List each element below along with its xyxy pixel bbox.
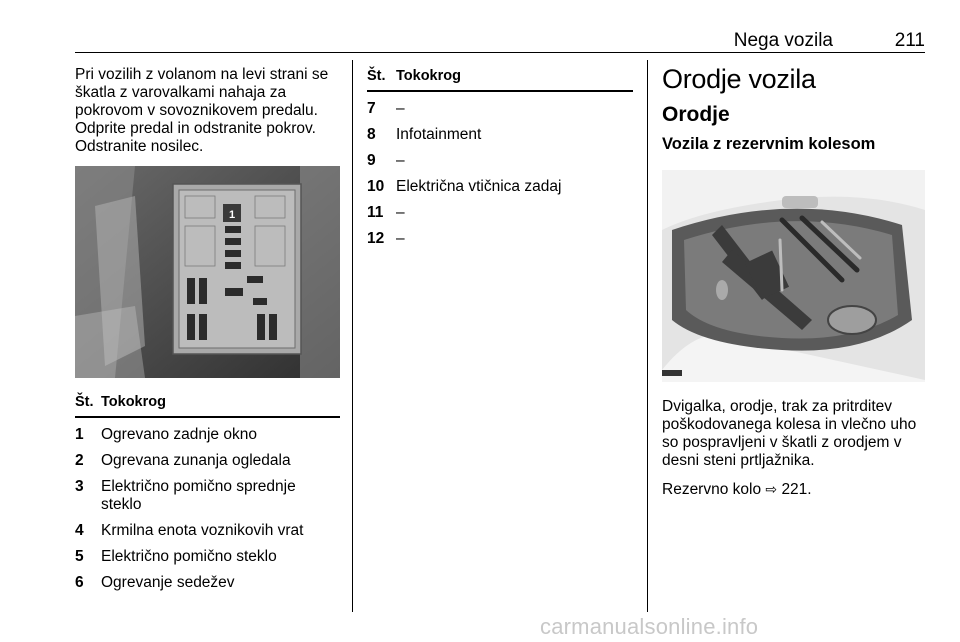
- table-row: [367, 118, 633, 144]
- tool-description: [662, 398, 927, 499]
- page-number: 211: [894, 30, 925, 51]
- page-reference-arrow-icon: ⇨: [765, 481, 778, 497]
- fuse-table-1: [75, 394, 340, 592]
- tool-kit-illustration: [662, 170, 925, 382]
- intro-paragraph: Pri vozilih z volanom na levi strani se škatla z varovalkami nahaja za pokrovom v sovoznikovem predalu. Odprite predal in odstranite pokrov. Odstranite nosilec.: [75, 66, 329, 155]
- table-row: [75, 444, 340, 470]
- table-row: [75, 514, 340, 540]
- fuse-table-2: [367, 68, 633, 248]
- fuse-number: 2: [75, 452, 84, 469]
- table-row: [75, 540, 340, 566]
- reference-text: Rezervno kolo: [662, 481, 762, 498]
- subsubsection-title: Vozila z rezervnim kolesom: [662, 135, 876, 153]
- column-header-circuit: Tokokrog: [396, 68, 633, 91]
- column-header-circuit: Tokokrog: [101, 394, 340, 417]
- fuse-number: 12: [367, 230, 385, 247]
- fuse-number: 4: [75, 522, 84, 539]
- tool-kit-photo: [662, 170, 925, 382]
- header-title: Nega vozila: [733, 30, 833, 51]
- fuse-circuit: –: [396, 204, 405, 221]
- fuse-circuit: Krmilna enota voznikovih vrat: [101, 522, 304, 539]
- column-header-number: Št.: [367, 68, 396, 91]
- fuse-number: 9: [367, 152, 376, 169]
- fuse-number: 1: [75, 426, 84, 443]
- fuse-circuit: –: [396, 230, 405, 247]
- fuse-circuit: Ogrevano zadnje okno: [101, 426, 257, 443]
- table-row: [367, 170, 633, 196]
- table-row: [367, 144, 633, 170]
- fuse-circuit: Električno pomično steklo: [101, 548, 277, 565]
- table-row: [75, 417, 340, 444]
- column-header-number: Št.: [75, 394, 101, 417]
- tool-description-text: Dvigalka, orodje, trak za pritrditev poškodovanega kolesa in vlečno uho so pospravljeni v škatli z orodjem v desni steni prtljažnika.: [662, 398, 917, 469]
- fuse-number: 11: [367, 204, 384, 221]
- reference-page-link[interactable]: 221.: [781, 481, 812, 498]
- fuse-number: 3: [75, 478, 84, 495]
- fuse-circuit: Infotainment: [396, 126, 482, 143]
- photo-label: 1: [228, 209, 236, 221]
- column-right: [662, 64, 927, 154]
- watermark: carmanualsonline.info: [540, 614, 759, 639]
- spare-wheel-reference: [662, 480, 927, 499]
- fuse-box-photo: [75, 166, 340, 378]
- column-divider: [647, 60, 648, 612]
- fuse-number: 10: [367, 178, 385, 195]
- subsection-title: Orodje: [662, 103, 730, 126]
- table-row: [367, 222, 633, 248]
- table-row: [367, 91, 633, 118]
- fuse-number: 7: [367, 100, 376, 117]
- fuse-box-illustration: [75, 166, 340, 378]
- section-title: Orodje vozila: [662, 64, 816, 94]
- fuse-number: 6: [75, 574, 84, 591]
- fuse-circuit: Ogrevana zunanja ogledala: [101, 452, 291, 469]
- column-divider: [352, 60, 353, 612]
- fuse-circuit: Ogrevanje sedežev: [101, 574, 235, 591]
- table-row: [75, 566, 340, 592]
- column-left: [75, 66, 340, 156]
- fuse-circuit: Električno pomično sprednje steklo: [101, 478, 296, 513]
- fuse-circuit: –: [396, 100, 405, 117]
- fuse-circuit: Električna vtičnica zadaj: [396, 178, 562, 195]
- fuse-circuit: –: [396, 152, 405, 169]
- fuse-number: 8: [367, 126, 376, 143]
- page-header: [75, 30, 925, 53]
- fuse-number: 5: [75, 548, 84, 565]
- table-row: [75, 470, 340, 514]
- table-row: [367, 196, 633, 222]
